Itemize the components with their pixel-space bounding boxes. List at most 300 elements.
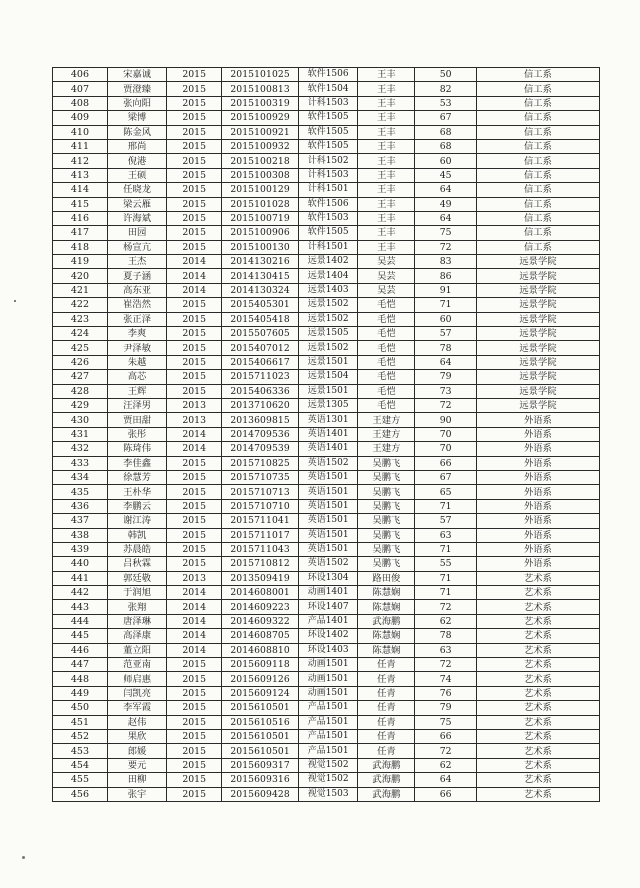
cell-year: 2015 [167, 686, 222, 700]
table-row [53, 542, 600, 556]
cell-teacher: 王丰 [358, 68, 415, 82]
cell-year: 2015 [167, 658, 222, 672]
cell-name: 张彤 [107, 427, 166, 441]
cell-score: 72 [415, 240, 477, 254]
table-row [53, 499, 600, 513]
cell-score: 49 [415, 197, 477, 211]
cell-score: 53 [415, 96, 477, 110]
cell-teacher: 陈慧娴 [358, 643, 415, 657]
table-row [53, 355, 600, 369]
cell-teacher: 武海鹏 [358, 758, 415, 772]
cell-score: 60 [415, 154, 477, 168]
cell-teacher: 王丰 [358, 154, 415, 168]
cell-department: 外语系 [476, 442, 599, 456]
table-body [53, 68, 600, 802]
cell-student-id: 2015711023 [222, 370, 299, 384]
cell-teacher: 任青 [358, 744, 415, 758]
table-row [53, 96, 600, 110]
cell-student-id: 2015100921 [222, 125, 299, 139]
cell-score: 71 [415, 298, 477, 312]
cell-year: 2013 [167, 398, 222, 412]
cell-department: 信工系 [476, 197, 599, 211]
cell-name: 倪港 [107, 154, 166, 168]
cell-student-id: 2015507605 [222, 327, 299, 341]
cell-score: 71 [415, 542, 477, 556]
cell-department: 远景学院 [476, 370, 599, 384]
cell-name: 任晓龙 [107, 183, 166, 197]
cell-number: 438 [53, 528, 108, 542]
cell-student-id: 2014709539 [222, 442, 299, 456]
table-row [53, 255, 600, 269]
cell-name: 高芯 [107, 370, 166, 384]
cell-department: 信工系 [476, 240, 599, 254]
cell-number: 453 [53, 744, 108, 758]
cell-year: 2014 [167, 269, 222, 283]
table-row [53, 125, 600, 139]
cell-teacher: 吴鹏飞 [358, 514, 415, 528]
cell-department: 艺术系 [476, 586, 599, 600]
cell-number: 442 [53, 586, 108, 600]
cell-year: 2015 [167, 154, 222, 168]
cell-name: 陈琦伟 [107, 442, 166, 456]
cell-number: 411 [53, 139, 108, 153]
cell-number: 419 [53, 255, 108, 269]
cell-teacher: 王丰 [358, 125, 415, 139]
cell-year: 2015 [167, 298, 222, 312]
cell-score: 70 [415, 427, 477, 441]
cell-teacher: 吴鹏飞 [358, 557, 415, 571]
cell-department: 外语系 [476, 413, 599, 427]
cell-teacher: 王丰 [358, 139, 415, 153]
cell-department: 艺术系 [476, 614, 599, 628]
cell-year: 2015 [167, 96, 222, 110]
scan-speck [14, 300, 16, 302]
table-row [53, 398, 600, 412]
cell-year: 2014 [167, 629, 222, 643]
table-row [53, 111, 600, 125]
cell-name: 范亚南 [107, 658, 166, 672]
cell-name: 张正泽 [107, 312, 166, 326]
cell-score: 62 [415, 614, 477, 628]
cell-department: 艺术系 [476, 715, 599, 729]
cell-teacher: 王建方 [358, 427, 415, 441]
cell-name: 要元 [107, 758, 166, 772]
cell-student-id: 2015100218 [222, 154, 299, 168]
cell-department: 艺术系 [476, 643, 599, 657]
cell-class: 环设1403 [299, 643, 358, 657]
table-row [53, 384, 600, 398]
cell-score: 70 [415, 442, 477, 456]
cell-name: 赵伟 [107, 715, 166, 729]
table-row [53, 154, 600, 168]
table-row [53, 168, 600, 182]
cell-teacher: 任青 [358, 672, 415, 686]
table-row [53, 686, 600, 700]
cell-student-id: 2013509419 [222, 571, 299, 585]
cell-department: 信工系 [476, 68, 599, 82]
cell-score: 71 [415, 571, 477, 585]
cell-class: 软件1505 [299, 226, 358, 240]
cell-student-id: 2015405418 [222, 312, 299, 326]
cell-year: 2014 [167, 283, 222, 297]
cell-class: 英语1501 [299, 499, 358, 513]
cell-year: 2014 [167, 600, 222, 614]
cell-teacher: 吴鹏飞 [358, 485, 415, 499]
cell-teacher: 王丰 [358, 226, 415, 240]
cell-teacher: 吴鹏飞 [358, 528, 415, 542]
cell-class: 环设1304 [299, 571, 358, 585]
cell-year: 2015 [167, 729, 222, 743]
cell-teacher: 王丰 [358, 197, 415, 211]
cell-number: 416 [53, 211, 108, 225]
cell-year: 2014 [167, 614, 222, 628]
cell-name: 崔浩然 [107, 298, 166, 312]
cell-department: 艺术系 [476, 773, 599, 787]
cell-department: 信工系 [476, 183, 599, 197]
cell-class: 动画1501 [299, 658, 358, 672]
cell-class: 软件1506 [299, 68, 358, 82]
cell-number: 447 [53, 658, 108, 672]
cell-score: 63 [415, 643, 477, 657]
cell-number: 427 [53, 370, 108, 384]
cell-student-id: 2015100906 [222, 226, 299, 240]
cell-name: 李军霞 [107, 701, 166, 715]
cell-teacher: 吴鹏飞 [358, 499, 415, 513]
cell-score: 72 [415, 658, 477, 672]
cell-score: 71 [415, 499, 477, 513]
cell-student-id: 2015100719 [222, 211, 299, 225]
cell-year: 2015 [167, 139, 222, 153]
cell-class: 远景1504 [299, 370, 358, 384]
cell-year: 2015 [167, 773, 222, 787]
cell-class: 软件1506 [299, 197, 358, 211]
cell-department: 外语系 [476, 499, 599, 513]
cell-class: 远景1505 [299, 327, 358, 341]
cell-number: 456 [53, 787, 108, 801]
cell-score: 72 [415, 744, 477, 758]
cell-teacher: 毛恺 [358, 327, 415, 341]
cell-teacher: 毛恺 [358, 355, 415, 369]
table-row [53, 557, 600, 571]
cell-number: 420 [53, 269, 108, 283]
cell-class: 软件1505 [299, 125, 358, 139]
table-row [53, 312, 600, 326]
cell-student-id: 2014709536 [222, 427, 299, 441]
cell-student-id: 2015711043 [222, 542, 299, 556]
cell-number: 408 [53, 96, 108, 110]
cell-name: 张翔 [107, 600, 166, 614]
cell-student-id: 2015710735 [222, 470, 299, 484]
table-row [53, 528, 600, 542]
cell-score: 67 [415, 470, 477, 484]
table-row [53, 614, 600, 628]
cell-name: 韩凯 [107, 528, 166, 542]
cell-name: 郭廷敬 [107, 571, 166, 585]
cell-number: 443 [53, 600, 108, 614]
cell-department: 远景学院 [476, 341, 599, 355]
cell-number: 434 [53, 470, 108, 484]
cell-student-id: 2015609118 [222, 658, 299, 672]
cell-number: 415 [53, 197, 108, 211]
cell-class: 产品1501 [299, 715, 358, 729]
cell-name: 尹泽敏 [107, 341, 166, 355]
cell-name: 王杰 [107, 255, 166, 269]
cell-class: 产品1401 [299, 614, 358, 628]
cell-year: 2015 [167, 183, 222, 197]
cell-student-id: 2015711017 [222, 528, 299, 542]
cell-teacher: 任青 [358, 686, 415, 700]
cell-number: 413 [53, 168, 108, 182]
cell-name: 高泽康 [107, 629, 166, 643]
cell-number: 439 [53, 542, 108, 556]
cell-teacher: 王丰 [358, 96, 415, 110]
cell-year: 2015 [167, 211, 222, 225]
cell-year: 2015 [167, 341, 222, 355]
cell-department: 艺术系 [476, 672, 599, 686]
cell-number: 428 [53, 384, 108, 398]
cell-department: 远景学院 [476, 298, 599, 312]
cell-name: 徐慧芳 [107, 470, 166, 484]
cell-student-id: 2014608705 [222, 629, 299, 643]
cell-name: 汪泽男 [107, 398, 166, 412]
cell-student-id: 2015100319 [222, 96, 299, 110]
cell-department: 远景学院 [476, 384, 599, 398]
cell-year: 2015 [167, 111, 222, 125]
cell-year: 2015 [167, 370, 222, 384]
cell-score: 66 [415, 456, 477, 470]
cell-name: 陈金风 [107, 125, 166, 139]
cell-name: 苏晨皓 [107, 542, 166, 556]
cell-year: 2014 [167, 255, 222, 269]
table-row [53, 643, 600, 657]
cell-student-id: 2015710825 [222, 456, 299, 470]
cell-student-id: 2015610501 [222, 744, 299, 758]
cell-number: 435 [53, 485, 108, 499]
cell-score: 72 [415, 398, 477, 412]
cell-teacher: 王丰 [358, 211, 415, 225]
cell-year: 2014 [167, 586, 222, 600]
cell-name: 李鹏云 [107, 499, 166, 513]
cell-department: 远景学院 [476, 327, 599, 341]
cell-teacher: 吴鹏飞 [358, 542, 415, 556]
cell-class: 计科1501 [299, 240, 358, 254]
cell-department: 信工系 [476, 211, 599, 225]
cell-number: 426 [53, 355, 108, 369]
cell-number: 422 [53, 298, 108, 312]
cell-department: 外语系 [476, 470, 599, 484]
cell-department: 远景学院 [476, 269, 599, 283]
cell-year: 2014 [167, 643, 222, 657]
cell-number: 418 [53, 240, 108, 254]
cell-name: 贾田甜 [107, 413, 166, 427]
cell-number: 440 [53, 557, 108, 571]
cell-class: 产品1501 [299, 744, 358, 758]
cell-department: 艺术系 [476, 571, 599, 585]
cell-student-id: 2015610501 [222, 729, 299, 743]
cell-class: 英语1501 [299, 514, 358, 528]
cell-department: 艺术系 [476, 787, 599, 801]
cell-number: 441 [53, 571, 108, 585]
cell-student-id: 2015609126 [222, 672, 299, 686]
cell-score: 79 [415, 370, 477, 384]
cell-year: 2014 [167, 442, 222, 456]
table-row [53, 672, 600, 686]
cell-name: 唐泽琳 [107, 614, 166, 628]
cell-score: 68 [415, 139, 477, 153]
cell-name: 田柳 [107, 773, 166, 787]
table-row [53, 586, 600, 600]
cell-name: 于润旭 [107, 586, 166, 600]
cell-score: 78 [415, 341, 477, 355]
cell-score: 76 [415, 686, 477, 700]
cell-score: 57 [415, 327, 477, 341]
table-row [53, 514, 600, 528]
cell-number: 451 [53, 715, 108, 729]
cell-class: 英语1501 [299, 542, 358, 556]
table-row [53, 413, 600, 427]
cell-year: 2015 [167, 68, 222, 82]
cell-class: 英语1301 [299, 413, 358, 427]
cell-class: 英语1401 [299, 427, 358, 441]
cell-name: 邢尚 [107, 139, 166, 153]
cell-teacher: 吴鹏飞 [358, 470, 415, 484]
cell-name: 贾澄臻 [107, 82, 166, 96]
cell-class: 英语1502 [299, 557, 358, 571]
cell-department: 远景学院 [476, 312, 599, 326]
cell-class: 视觉1503 [299, 787, 358, 801]
cell-teacher: 任青 [358, 729, 415, 743]
cell-name: 王朴华 [107, 485, 166, 499]
cell-student-id: 2015610501 [222, 701, 299, 715]
cell-teacher: 任青 [358, 701, 415, 715]
cell-class: 产品1501 [299, 729, 358, 743]
table-row [53, 571, 600, 585]
cell-teacher: 武海鹏 [358, 787, 415, 801]
cell-score: 64 [415, 211, 477, 225]
table-row [53, 211, 600, 225]
cell-name: 王辉 [107, 384, 166, 398]
cell-year: 2015 [167, 226, 222, 240]
cell-class: 软件1505 [299, 111, 358, 125]
cell-class: 计科1502 [299, 154, 358, 168]
cell-student-id: 2015610516 [222, 715, 299, 729]
cell-student-id: 2015710713 [222, 485, 299, 499]
cell-student-id: 2013609815 [222, 413, 299, 427]
cell-name: 吕秋霖 [107, 557, 166, 571]
cell-class: 动画1501 [299, 686, 358, 700]
cell-year: 2015 [167, 514, 222, 528]
cell-year: 2015 [167, 82, 222, 96]
cell-class: 远景1502 [299, 312, 358, 326]
cell-teacher: 毛恺 [358, 312, 415, 326]
cell-teacher: 武海鹏 [358, 614, 415, 628]
cell-score: 71 [415, 586, 477, 600]
cell-class: 远景1502 [299, 298, 358, 312]
cell-year: 2015 [167, 744, 222, 758]
cell-year: 2014 [167, 427, 222, 441]
cell-number: 424 [53, 327, 108, 341]
cell-name: 宋嘉诚 [107, 68, 166, 82]
cell-teacher: 毛恺 [358, 398, 415, 412]
cell-department: 艺术系 [476, 701, 599, 715]
cell-student-id: 2015100929 [222, 111, 299, 125]
cell-student-id: 2015407012 [222, 341, 299, 355]
cell-year: 2015 [167, 240, 222, 254]
cell-name: 王硕 [107, 168, 166, 182]
cell-year: 2015 [167, 485, 222, 499]
cell-score: 50 [415, 68, 477, 82]
cell-name: 果欣 [107, 729, 166, 743]
cell-teacher: 武海鹏 [358, 773, 415, 787]
cell-number: 410 [53, 125, 108, 139]
table-row [53, 729, 600, 743]
cell-number: 407 [53, 82, 108, 96]
cell-class: 视觉1502 [299, 758, 358, 772]
cell-teacher: 吴芸 [358, 269, 415, 283]
table-row [53, 715, 600, 729]
cell-student-id: 2015100130 [222, 240, 299, 254]
cell-teacher: 毛恺 [358, 341, 415, 355]
cell-teacher: 毛恺 [358, 384, 415, 398]
table-row [53, 787, 600, 801]
table-row [53, 427, 600, 441]
cell-student-id: 2014609223 [222, 600, 299, 614]
cell-student-id: 2014608810 [222, 643, 299, 657]
cell-score: 72 [415, 600, 477, 614]
score-table [52, 67, 600, 802]
cell-student-id: 2015609317 [222, 758, 299, 772]
table-row [53, 629, 600, 643]
cell-number: 417 [53, 226, 108, 240]
cell-number: 433 [53, 456, 108, 470]
cell-teacher: 王丰 [358, 82, 415, 96]
cell-class: 软件1503 [299, 211, 358, 225]
cell-teacher: 任青 [358, 658, 415, 672]
cell-year: 2015 [167, 557, 222, 571]
cell-number: 406 [53, 68, 108, 82]
cell-number: 455 [53, 773, 108, 787]
cell-year: 2015 [167, 715, 222, 729]
table-row [53, 485, 600, 499]
cell-teacher: 路田俊 [358, 571, 415, 585]
cell-department: 外语系 [476, 542, 599, 556]
cell-department: 信工系 [476, 96, 599, 110]
cell-year: 2015 [167, 672, 222, 686]
cell-student-id: 2015100308 [222, 168, 299, 182]
cell-name: 张宇 [107, 787, 166, 801]
scan-speck [22, 856, 25, 859]
table-row [53, 456, 600, 470]
cell-class: 英语1401 [299, 442, 358, 456]
cell-student-id: 2015406617 [222, 355, 299, 369]
table-row [53, 327, 600, 341]
cell-teacher: 毛恺 [358, 370, 415, 384]
cell-class: 软件1504 [299, 82, 358, 96]
cell-class: 计科1503 [299, 96, 358, 110]
cell-number: 448 [53, 672, 108, 686]
cell-class: 远景1404 [299, 269, 358, 283]
cell-student-id: 2015405301 [222, 298, 299, 312]
cell-year: 2015 [167, 787, 222, 801]
table-row [53, 701, 600, 715]
cell-class: 远景1501 [299, 384, 358, 398]
cell-class: 计科1501 [299, 183, 358, 197]
cell-department: 远景学院 [476, 355, 599, 369]
table-row [53, 197, 600, 211]
cell-name: 李佳鑫 [107, 456, 166, 470]
cell-score: 90 [415, 413, 477, 427]
cell-score: 91 [415, 283, 477, 297]
